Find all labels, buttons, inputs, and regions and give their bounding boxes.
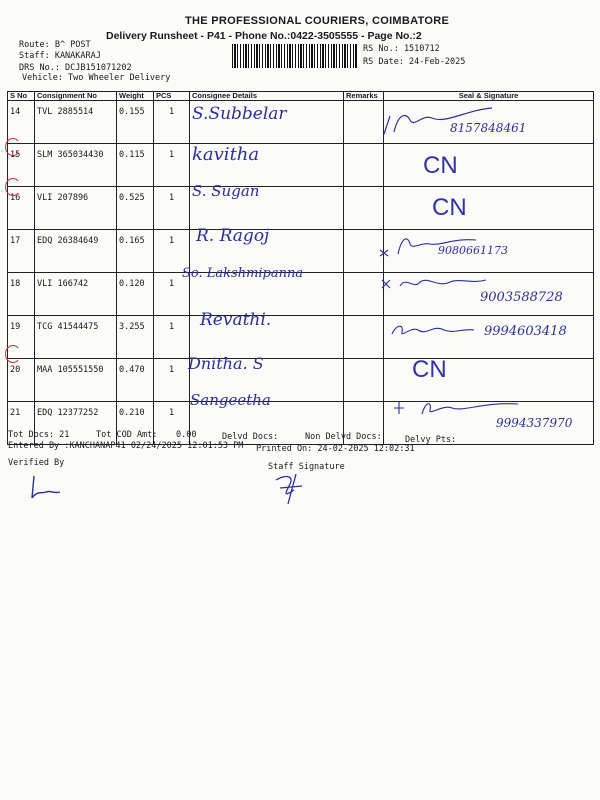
tot-cod-label: Tot COD Amt: <box>96 430 158 440</box>
row-consignment: EDQ 26384649 <box>35 230 117 273</box>
vehicle: Vehicle: Two Wheeler Delivery <box>22 73 171 83</box>
row-consignment: TVL 2885514 <box>35 101 117 144</box>
row-consignment: TCG 41544475 <box>35 316 117 359</box>
row-consignment: VLI 207896 <box>35 187 117 230</box>
seal-cn: CN <box>412 356 447 383</box>
handwritten-consignee: Sangeetha <box>190 391 271 409</box>
table-header-row <box>8 92 594 101</box>
row-weight: 0.120 <box>117 273 154 316</box>
signature-scribble <box>388 318 478 342</box>
company-name: THE PROFESSIONAL COURIERS, COIMBATORE <box>185 15 450 27</box>
row-sno: 21 <box>8 402 35 445</box>
row-pcs: 1 <box>154 316 190 359</box>
entered-by: Entered By :KANCHANAP41 02/24/2025 12:01:53 PM <box>8 441 244 451</box>
rs-number: RS No.: 1510712 <box>363 44 440 54</box>
row-remarks <box>344 144 384 187</box>
seal-cn: CN <box>423 152 458 179</box>
row-pcs: 1 <box>154 101 190 144</box>
col-consignee: Consignee Details <box>190 92 344 101</box>
row-pcs: 1 <box>154 144 190 187</box>
runsheet-title: Delivery Runsheet - P41 - Phone No.:0422-3505555 - Page No.:2 <box>106 30 422 42</box>
rs-date: RS Date: 24-Feb-2025 <box>363 57 466 67</box>
row-sno: 15 <box>8 144 35 187</box>
handwritten-consignee: R. Ragoj <box>196 226 270 246</box>
row-sno: 17 <box>8 230 35 273</box>
handwritten-consignee: Dnitha. S <box>188 354 264 373</box>
col-remarks: Remarks <box>344 92 384 101</box>
row-weight: 0.525 <box>117 187 154 230</box>
col-weight: Weight <box>117 92 154 101</box>
row-sno: 19 <box>8 316 35 359</box>
check-mark-icon <box>5 178 21 196</box>
row-seal <box>384 187 594 230</box>
row-sno: 20 <box>8 359 35 402</box>
row-pcs: 1 <box>154 402 190 445</box>
row-consignment: EDQ 12377252 <box>35 402 117 445</box>
handwritten-phone: 9080661173 <box>438 244 508 257</box>
signature-scribble <box>392 398 522 418</box>
check-mark-icon <box>5 345 21 363</box>
verified-signature <box>24 474 64 502</box>
route: Route: B^ POST <box>19 40 91 50</box>
row-weight: 0.115 <box>117 144 154 187</box>
printed-on: Printed On: 24-02-2025 12:02:31 <box>256 444 415 454</box>
row-consignment: MAA 105551550 <box>35 359 117 402</box>
row-remarks <box>344 359 384 402</box>
row-seal <box>384 144 594 187</box>
tot-cod-value: 0.00 <box>176 430 197 440</box>
signature-scribble <box>380 272 490 294</box>
row-sno: 14 <box>8 101 35 144</box>
row-remarks <box>344 273 384 316</box>
staff-signature-label: Staff Signature <box>268 462 345 472</box>
row-pcs: 1 <box>154 230 190 273</box>
non-delvd-docs: Non Delvd Docs: <box>305 432 382 442</box>
row-weight: 0.155 <box>117 101 154 144</box>
col-pcs: PCS <box>154 92 190 101</box>
row-remarks <box>344 316 384 359</box>
col-sno: S No <box>8 92 35 101</box>
handwritten-phone: 8157848461 <box>450 121 527 135</box>
row-weight: 3.255 <box>117 316 154 359</box>
row-pcs: 1 <box>154 359 190 402</box>
handwritten-consignee: S. Sugan <box>192 182 260 200</box>
handwritten-consignee: Revathi. <box>200 310 272 330</box>
delvy-pts: Delvy Pts: <box>405 435 457 445</box>
row-pcs: 1 <box>154 187 190 230</box>
col-consignment: Consignment No <box>35 92 117 101</box>
row-sno: 18 <box>8 273 35 316</box>
drs-number: DRS No.: DCJB151071202 <box>19 63 132 73</box>
handwritten-consignee: So. Lakshmipanna <box>182 266 304 281</box>
row-pcs: 1 <box>154 273 190 316</box>
tot-docs: Tot Docs: 21 <box>8 430 70 440</box>
staff-signature <box>272 470 312 506</box>
seal-cn: CN <box>432 194 467 221</box>
handwritten-consignee: S.Subbelar <box>192 104 287 124</box>
row-consignment: SLM 365034430 <box>35 144 117 187</box>
row-consignment: VLI 166742 <box>35 273 117 316</box>
table-row <box>8 187 594 230</box>
handwritten-consignee: kavitha <box>192 144 260 165</box>
barcode <box>232 44 357 68</box>
table-row <box>8 144 594 187</box>
row-remarks <box>344 187 384 230</box>
handwritten-phone: 9994337970 <box>496 416 573 430</box>
delvd-docs: Delvd Docs: <box>222 432 279 442</box>
row-weight: 0.210 <box>117 402 154 445</box>
staff: Staff: KANAKARAJ <box>19 51 101 61</box>
row-sno: 16 <box>8 187 35 230</box>
col-seal-signature: Seal & Signature <box>384 92 594 101</box>
check-mark-icon <box>5 138 21 156</box>
verified-by: Verified By <box>8 458 65 468</box>
table-row <box>8 359 594 402</box>
row-weight: 0.165 <box>117 230 154 273</box>
handwritten-phone: 9003588728 <box>480 290 563 305</box>
handwritten-phone: 9994603418 <box>484 324 567 339</box>
row-weight: 0.470 <box>117 359 154 402</box>
